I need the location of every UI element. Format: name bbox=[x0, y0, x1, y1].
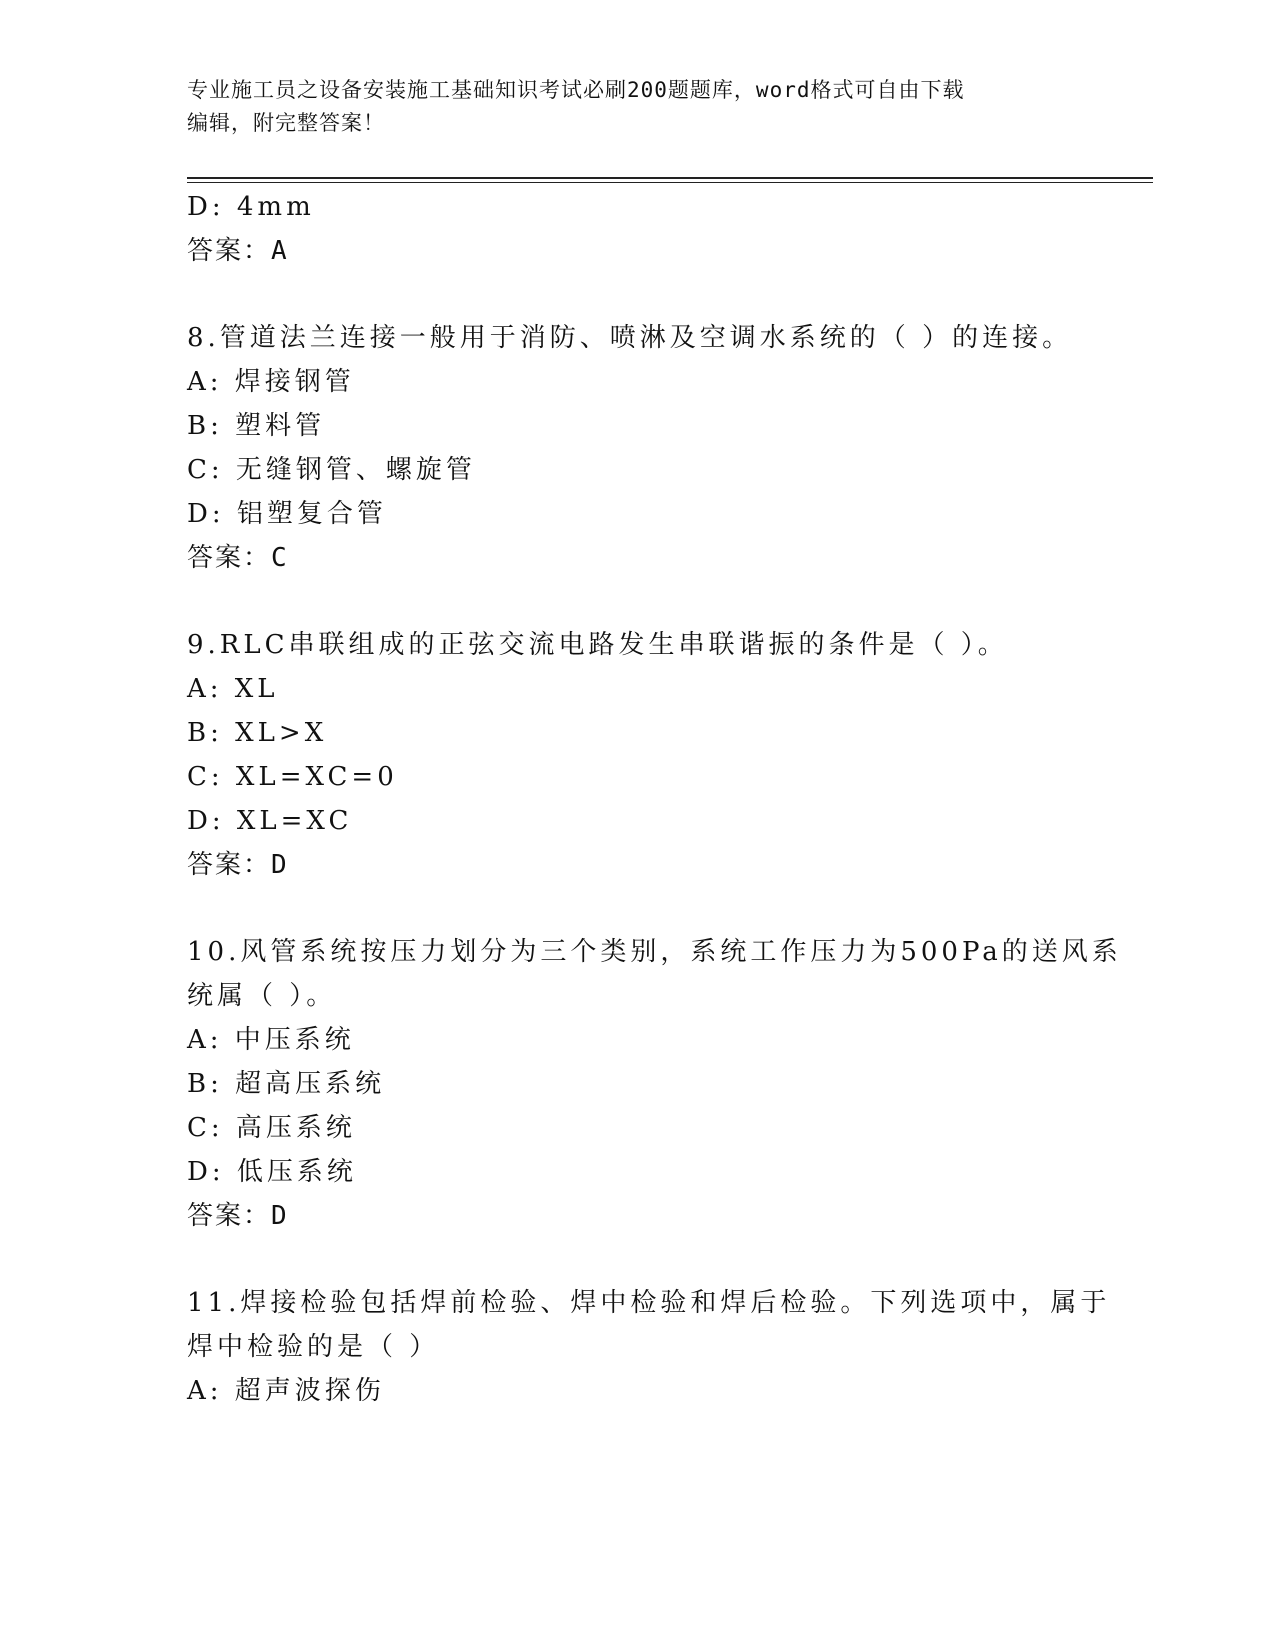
header-divider-thin bbox=[187, 182, 1153, 183]
header-line-1: 专业施工员之设备安装施工基础知识考试必刷200题题库，word格式可自由下载 bbox=[187, 78, 965, 102]
question-8-option-b: B: 塑料管 bbox=[187, 411, 326, 441]
question-9-option-b: B: XL>X bbox=[187, 718, 328, 748]
question-9-option-a: A: XL bbox=[187, 674, 279, 704]
answer-value: D bbox=[271, 850, 289, 880]
question-8-stem: 8.管道法兰连接一般用于消防、喷淋及空调水系统的（ ）的连接。 bbox=[187, 323, 1073, 353]
question-10-option-c: C: 高压系统 bbox=[187, 1113, 356, 1143]
question-9-option-d: D: XL=XC bbox=[187, 806, 353, 836]
prev-answer bbox=[187, 234, 289, 268]
answer-value: C bbox=[271, 543, 289, 573]
question-8-option-d: D: 铝塑复合管 bbox=[187, 499, 387, 529]
question-10-stem-line-2: 统属（ ）。 bbox=[187, 981, 337, 1011]
question-11-stem-line-1: 11.焊接检验包括焊前检验、焊中检验和焊后检验。下列选项中，属于 bbox=[187, 1288, 1111, 1318]
answer-label: 答案： bbox=[187, 236, 272, 266]
answer-value: A bbox=[271, 236, 289, 266]
document-header bbox=[187, 74, 1087, 140]
question-9-stem: 9.RLC串联组成的正弦交流电路发生串联谐振的条件是（ ）。 bbox=[187, 630, 1008, 660]
answer-label: 答案： bbox=[187, 850, 272, 880]
header-line-2: 编辑，附完整答案！ bbox=[187, 111, 385, 135]
question-10-option-b: B: 超高压系统 bbox=[187, 1069, 386, 1099]
header-divider bbox=[187, 177, 1153, 179]
question-9-answer bbox=[187, 848, 289, 882]
question-8-option-c: C: 无缝钢管、螺旋管 bbox=[187, 455, 476, 485]
question-10-answer bbox=[187, 1199, 289, 1233]
question-11-stem-line-2: 焊中检验的是（ ） bbox=[187, 1332, 440, 1362]
answer-label: 答案： bbox=[187, 543, 272, 573]
question-9-option-c: C: XL=XC=0 bbox=[187, 762, 398, 792]
answer-value: D bbox=[271, 1201, 289, 1231]
question-8-answer bbox=[187, 541, 289, 575]
prev-option-d: D: 4mm bbox=[187, 192, 315, 222]
question-10-stem-line-1: 10.风管系统按压力划分为三个类别，系统工作压力为500Pa的送风系 bbox=[187, 937, 1122, 967]
answer-label: 答案： bbox=[187, 1201, 272, 1231]
question-10-option-a: A: 中压系统 bbox=[187, 1025, 355, 1055]
question-10-option-d: D: 低压系统 bbox=[187, 1157, 357, 1187]
question-11-option-a: A: 超声波探伤 bbox=[187, 1376, 385, 1406]
question-8-option-a: A: 焊接钢管 bbox=[187, 367, 355, 397]
